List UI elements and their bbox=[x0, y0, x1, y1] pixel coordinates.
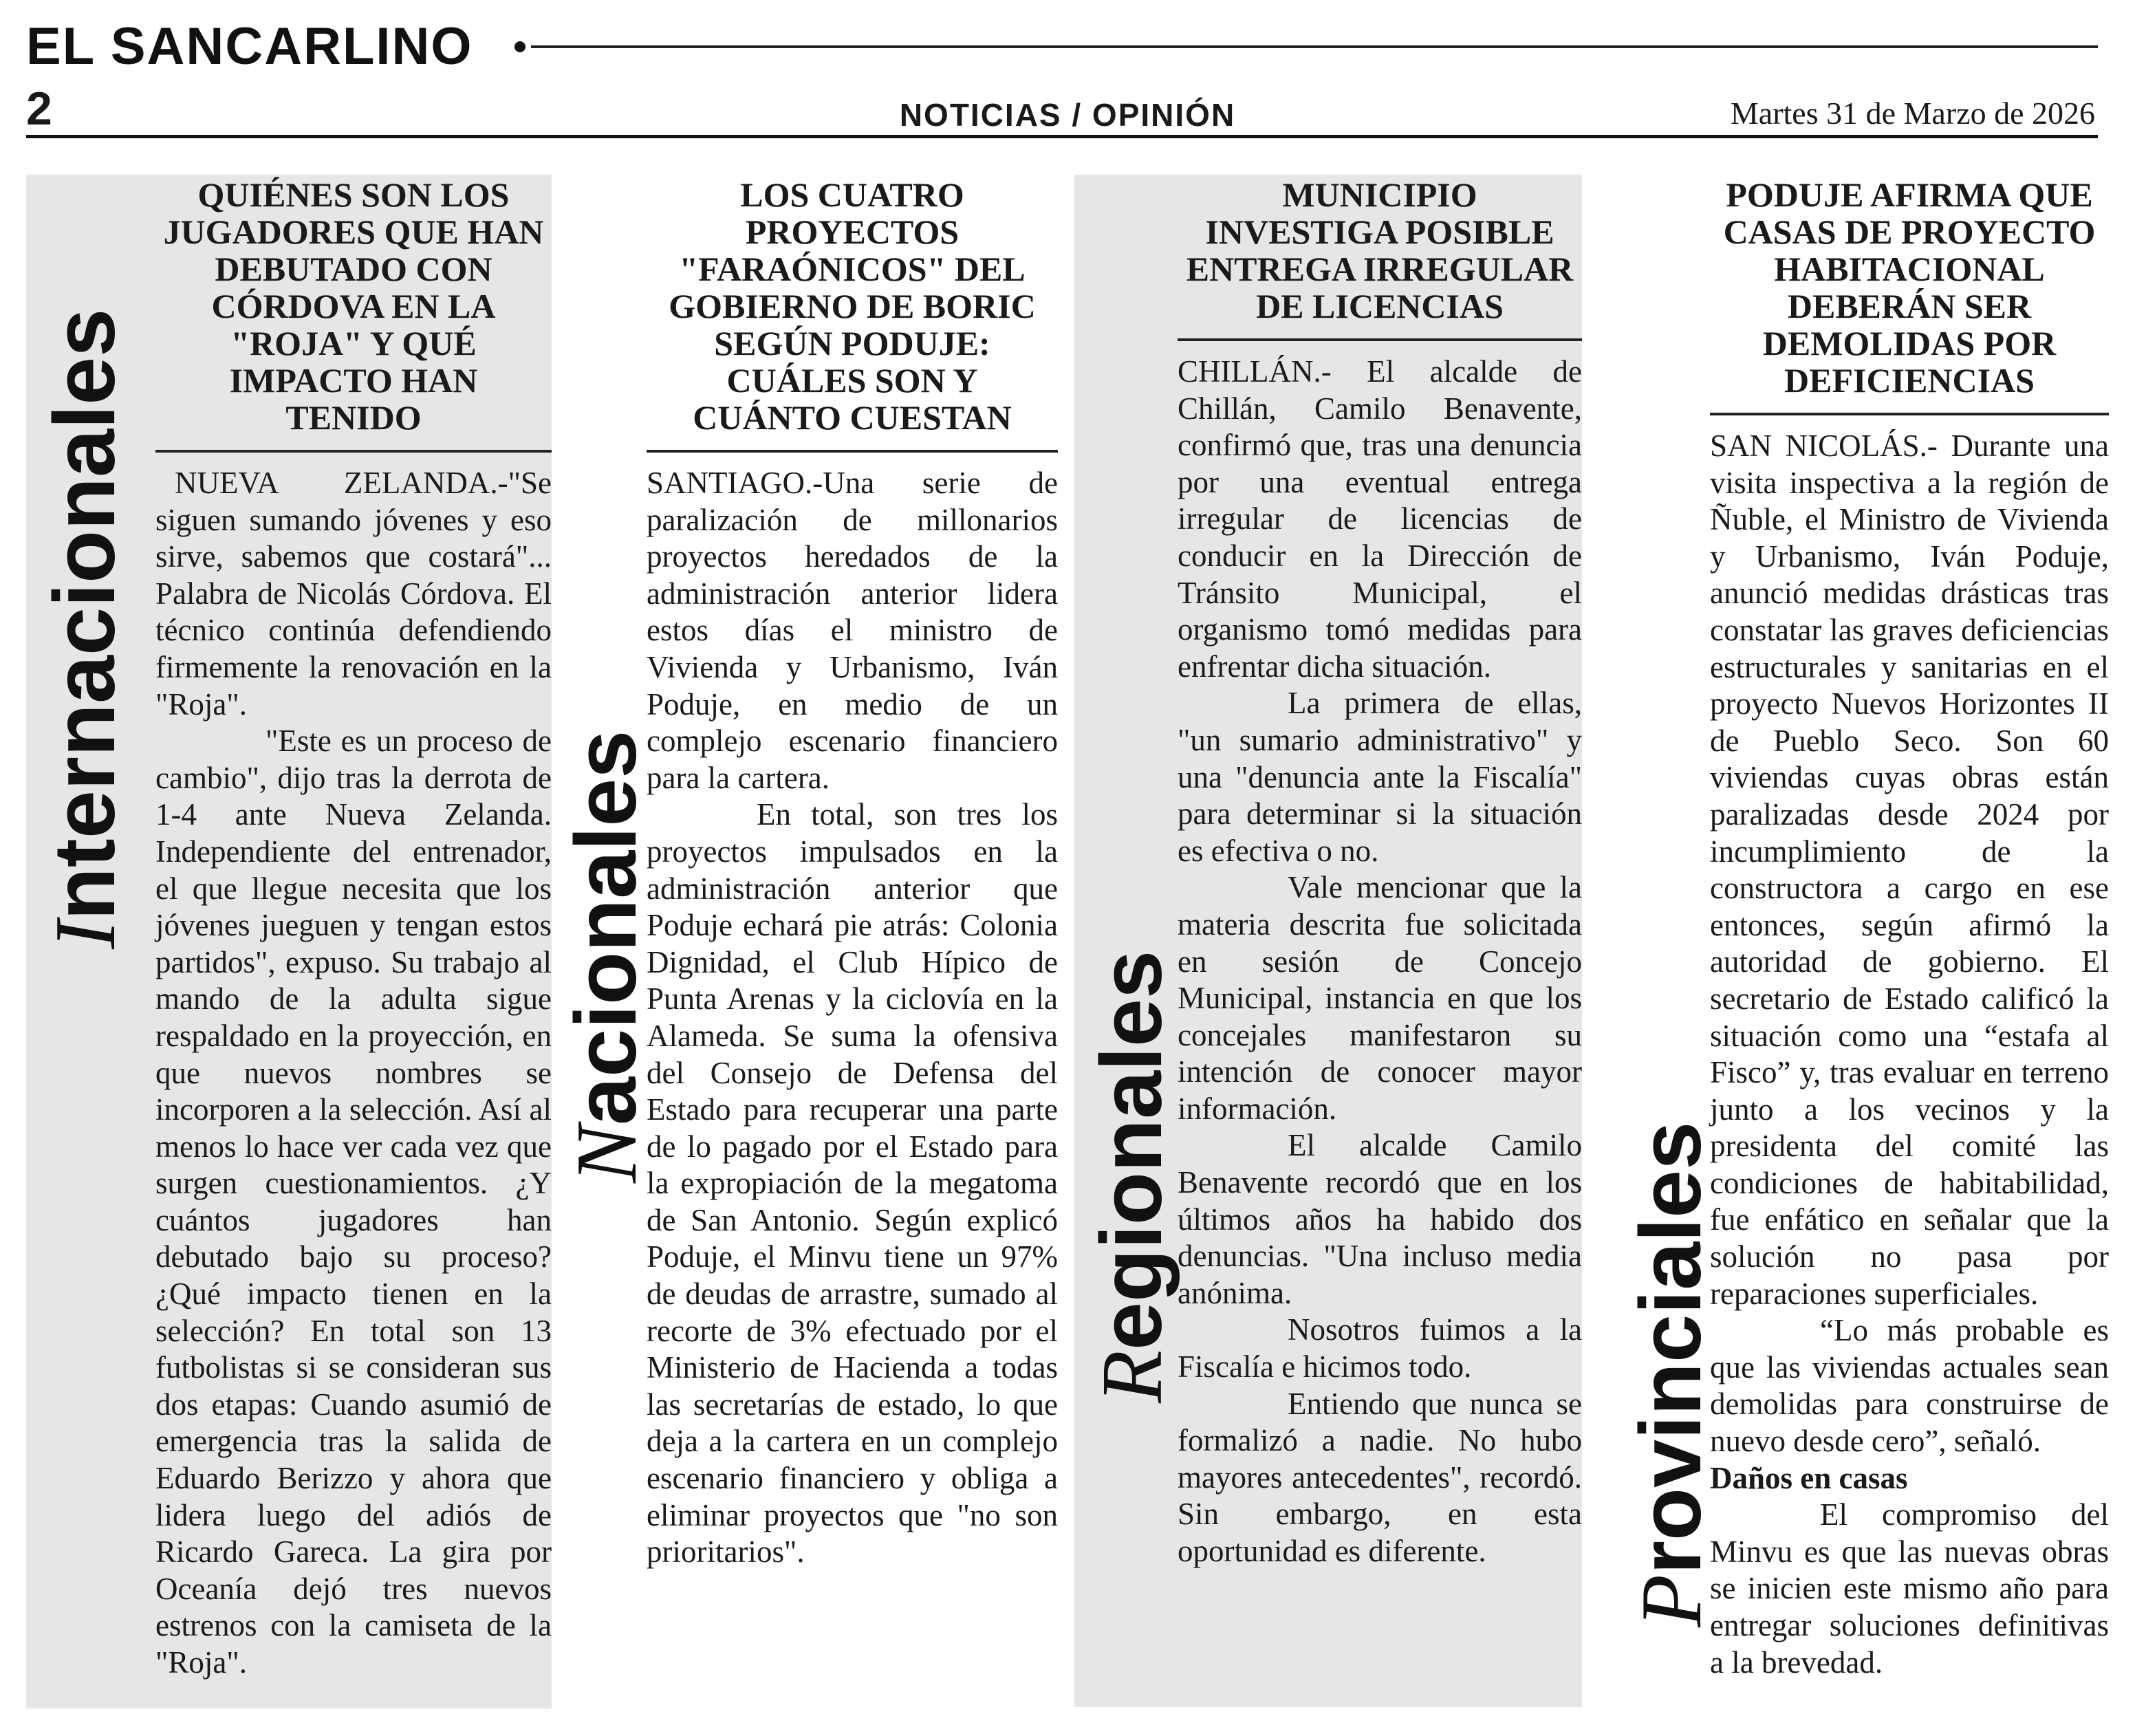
article-paragraph: SAN NICOLÁS.- Durante una visita inspectiva a la región de Ñuble, el Ministro de Vivienda y Urbanismo, Iván Poduje, anunció medidas drásticas tras constatar las graves deficiencias estructurales y sanitarias en el proyecto Nuevos Horizontes II de Pueblo Seco. Son 60 viviendas cuyas obras están paralizadas desde 2024 por incumplimiento de la constructora a cargo en ese entonces, según afirmó la autoridad de gobierno. El secretario de Estado calificó la situación como una “estafa al Fisco” y, tras evaluar en terreno junto a los vecinos y la presidenta del comité las condiciones de habitabilidad, fue enfático en señalar que la solución no pasa por reparaciones superficiales. bbox=[1710, 428, 2109, 1311]
article-paragraph: Vale mencionar que la materia descrita fue solicitada en sesión de Concejo Municipal, instancia en que los concejales manifestaron su intención de conocer mayor información. bbox=[1178, 870, 1582, 1126]
masthead-title: EL SANCARLINO bbox=[26, 17, 473, 76]
article-paragraph: El alcalde Camilo Benavente recordó que en los últimos años ha habido dos denuncias. "Una incluso media anónima. bbox=[1178, 1128, 1582, 1310]
article-subheading: Daños en casas bbox=[1710, 1460, 1908, 1495]
article-body bbox=[1178, 354, 1582, 1570]
article-title: MUNICIPIO INVESTIGA POSIBLE ENTREGA IRREGULAR DE LICENCIAS bbox=[1186, 175, 1574, 325]
masthead-dot bbox=[514, 41, 525, 52]
article-title: QUIÉNES SON LOS JUGADORES QUE HAN DEBUTADO CON CÓRDOVA EN LA "ROJA" Y QUÉ IMPACTO HAN TENIDO bbox=[163, 175, 544, 437]
article-paragraph: SANTIAGO.-Una serie de paralización de millonarios proyectos heredados de la administración anterior lidera estos días el ministro de Vivienda y Urbanismo, Iván Poduje, en medio de un complejo escenario financiero para la cartera. bbox=[647, 466, 1058, 795]
title-rule bbox=[1178, 338, 1582, 341]
issue-date: Martes 31 de Marzo de 2026 bbox=[1730, 96, 2095, 131]
section-label-rest: rovinciales bbox=[1622, 1121, 1719, 1575]
article-title: LOS CUATRO PROYECTOS "FARAÓNICOS" DEL GOBIERNO DE BORIC SEGÚN PODUJE: CUÁLES SON Y CUÁNTO CUESTAN bbox=[669, 175, 1036, 437]
section-label-rest: egionales bbox=[1083, 950, 1180, 1351]
section-label-regionales bbox=[1083, 950, 1180, 1403]
article-body bbox=[647, 465, 1058, 1571]
article-paragraph: Entiendo que nunca se formalizó a nadie. No hubo mayores antecedentes", recordó. Sin embargo, en esta oportunidad es diferente. bbox=[1178, 1386, 1582, 1568]
article-internacionales bbox=[155, 176, 552, 1682]
title-rule bbox=[155, 450, 552, 453]
title-rule bbox=[647, 450, 1058, 453]
article-paragraph: La primera de ellas, "un sumario administrativo" y una "denuncia ante la Fiscalía" para determinar si la situación es efectiva o no. bbox=[1178, 686, 1582, 868]
page-number: 2 bbox=[26, 83, 52, 135]
article-paragraph: CHILLÁN.- El alcalde de Chillán, Camilo Benavente, confirmó que, tras una denuncia por una eventual entrega irregular de licencias de conducir en la Dirección de Tránsito Municipal, el organismo tomó medidas para enfrentar dicha situación. bbox=[1178, 354, 1582, 684]
masthead-rule bbox=[531, 45, 2098, 48]
article-title: PODUJE AFIRMA QUE CASAS DE PROYECTO HABITACIONAL DEBERÁN SER DEMOLIDAS POR DEFICIENCIAS bbox=[1723, 175, 2096, 400]
section-label-nacionales bbox=[557, 730, 655, 1183]
section-label-provinciales bbox=[1622, 1121, 1720, 1627]
article-paragraph: “Lo más probable es que las viviendas actuales sean demolidas para construirse de nuevo desde cero”, señaló. bbox=[1710, 1313, 2109, 1459]
section-label-rest: acionales bbox=[557, 730, 654, 1125]
article-nacionales bbox=[647, 176, 1058, 1571]
section-label-initial: I bbox=[38, 920, 133, 949]
article-paragraph: En total, son tres los proyectos impulsados en la administración anterior que Poduje echará pie atrás: Colonia Dignidad, el Club Hípico de Punta Arenas y la ciclovía en la Alameda. Se suma la ofensiva del Consejo de Defensa del Estado para recuperar una parte de lo pagado por el Estado para la expropiación de la megatoma de San Antonio. Según explicó Poduje, el Minvu tiene un 97% de deudas de arrastre, sumado al recorte de 3% efectuado por el Ministerio de Hacienda a todas las secretarías de estado, lo que deja a la cartera en un complejo escenario financiero y obliga a eliminar proyectos que "no son prioritarios". bbox=[647, 797, 1058, 1570]
article-paragraph: El compromiso del Minvu es que las nuevas obras se inicien este mismo año para entregar soluciones definitivas a la brevedad. bbox=[1710, 1497, 2109, 1680]
article-paragraph: NUEVA ZELANDA.-"Se siguen sumando jóvenes y eso sirve, sabemos que costará"... Palabra de Nicolás Córdova. El técnico continúa defendiendo firmemente la renovación en la "Roja". bbox=[155, 466, 552, 721]
section-label-initial: P bbox=[1624, 1574, 1720, 1627]
section-label-initial: R bbox=[1085, 1350, 1180, 1403]
section-title: NOTICIAS / OPINIÓN bbox=[899, 97, 1236, 133]
article-regionales bbox=[1178, 176, 1582, 1570]
article-provinciales bbox=[1710, 176, 2109, 1681]
article-body bbox=[1710, 428, 2109, 1681]
section-label-rest: nternacionales bbox=[36, 308, 133, 921]
title-rule bbox=[1710, 413, 2109, 415]
article-paragraph: Nosotros fuimos a la Fiscalía e hicimos todo. bbox=[1178, 1312, 1582, 1385]
article-paragraph: "Este es un proceso de cambio", dijo tras la derrota de 1-4 ante Nueva Zelanda. Independiente del entrenador, el que llegue necesita que los jóvenes jueguen y tengan estos partidos", expuso. Su trabajo al mando de la adulta sigue respaldado en la proyección, en que nuevos nombres se incorporen a la selección. Así al menos lo hace ver cada vez que surgen cuestionamientos. ¿Y cuántos jugadores han debutado bajo su proceso? ¿Qué impacto tienen en la selección? En total son 13 futbolistas si se consideran sus dos etapas: Cuando asumió de emergencia tras la salida de Eduardo Berizzo y ahora que lidera luego del adiós de Ricardo Gareca. La gira por Oceanía dejó tres nuevos estrenos con la camiseta de la "Roja". bbox=[155, 724, 552, 1680]
article-body bbox=[155, 465, 552, 1682]
header-rule bbox=[26, 135, 2098, 138]
section-label-initial: N bbox=[559, 1125, 655, 1183]
section-label-internacionales bbox=[36, 308, 133, 949]
